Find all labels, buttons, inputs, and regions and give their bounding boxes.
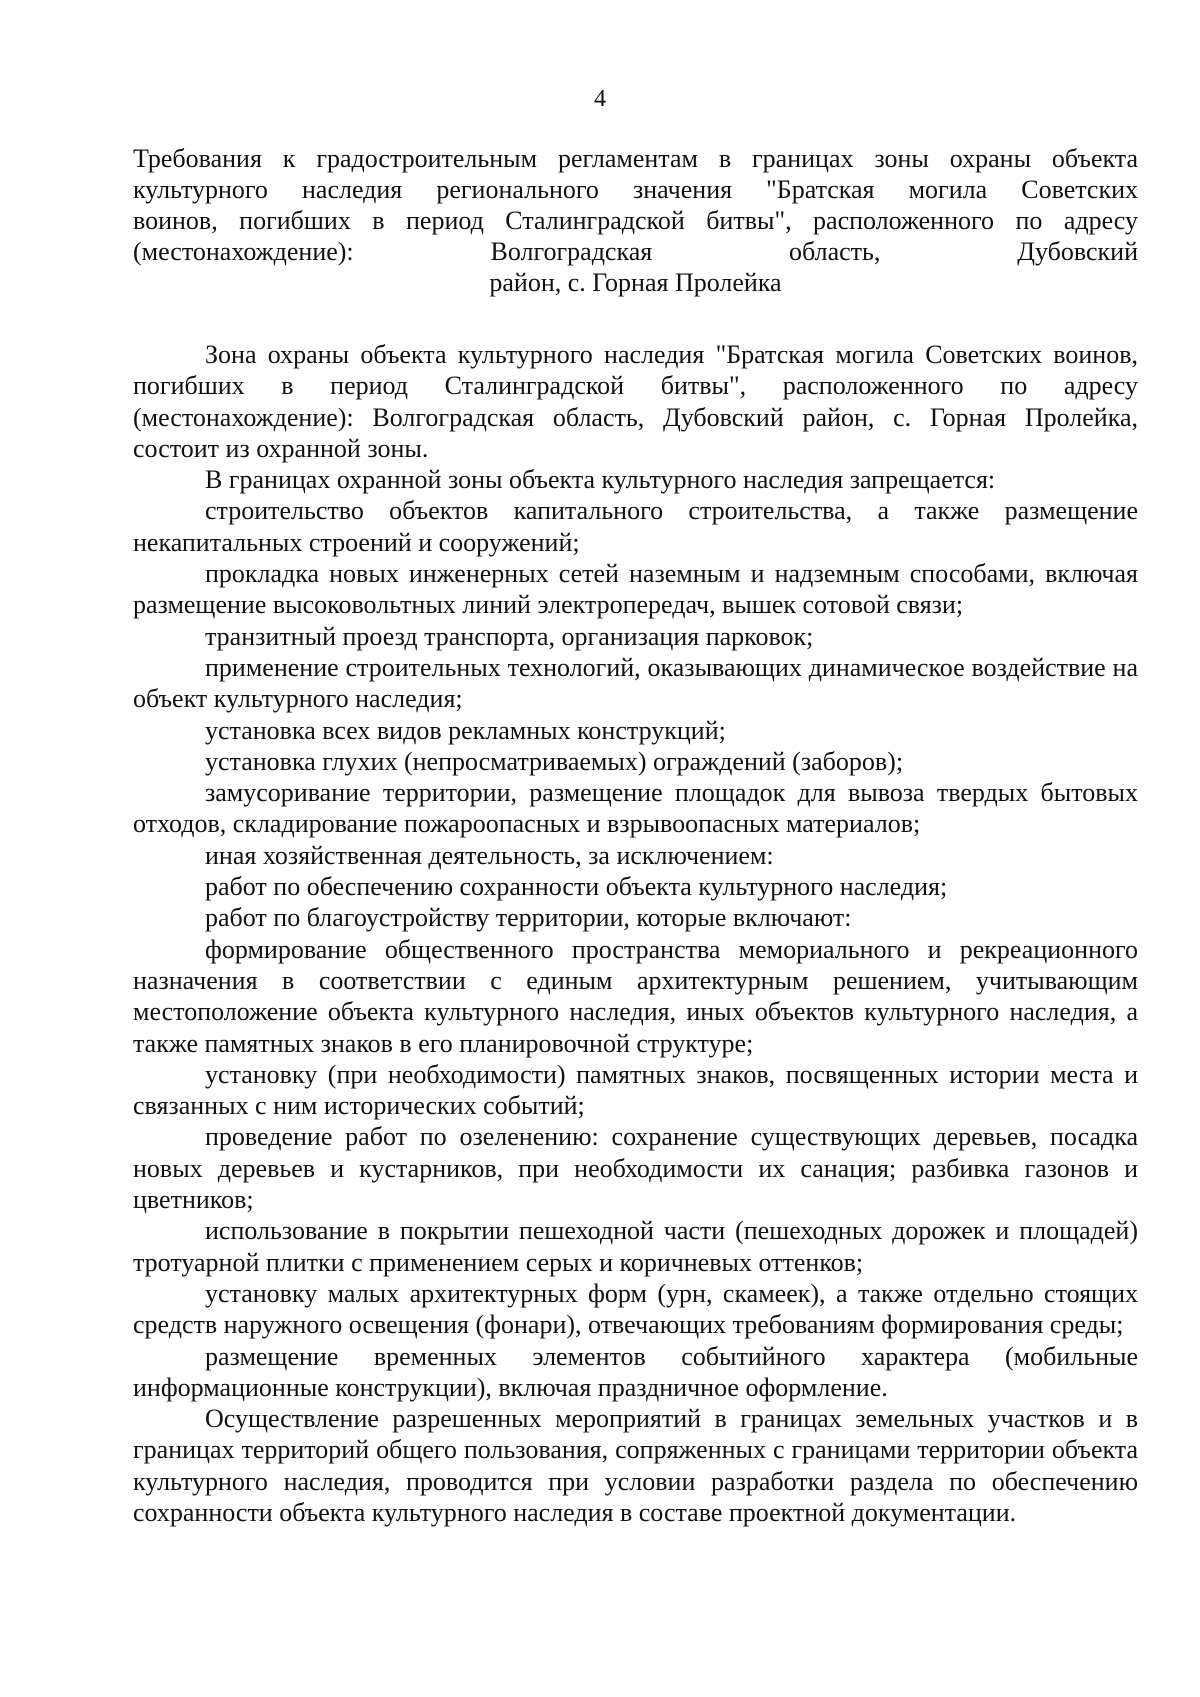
heading-line: район, с. Горная Пролейка (489, 268, 782, 297)
list-item: установка всех видов рекламных конструкций; (205, 715, 726, 745)
heading-line: Требования к градостроительным регламентам в границах зоны охраны объекта (133, 144, 1138, 173)
paragraph: В границах охранной зоны объекта культурного наследия запрещается: (205, 465, 996, 495)
list-item: работ по обеспечению сохранности объекта культурного наследия; (205, 872, 948, 902)
list-item: формирование общественного пространства мемориального и рекреационного назначения в соответствии с единым архитектурным решением, учитывающим местоположение объекта культурного наследия, иных объектов культурного наследия, а также памятных знаков в его планировочной структуре; (133, 934, 1138, 1058)
list-item: использование в покрытии пешеходной части (пешеходных дорожек и площадей) тротуарной плитки с применением серых и коричневых оттенков; (133, 1216, 1138, 1277)
heading-line: (местонахождение): Волгоградская область, Дубовский (133, 237, 1138, 266)
list-item: работ по благоустройству территории, которые включают: (205, 903, 852, 933)
list-item: проведение работ по озеленению: сохранение существующих деревьев, посадка новых деревьев и кустарников, при необходимости их санация; разбивка газонов и цветников; (133, 1122, 1138, 1215)
list-item: прокладка новых инженерных сетей наземным и надземным способами, включая размещение высоковольтных линий электропередач, вышек сотовой связи; (133, 559, 1138, 620)
list-item: замусоривание территории, размещение площадок для вывоза твердых бытовых отходов, складирование пожароопасных и взрывоопасных материалов; (133, 778, 1138, 839)
list-item: установка глухих (непросматриваемых) ограждений (заборов); (205, 746, 904, 776)
list-item: установку (при необходимости) памятных знаков, посвященных истории места и связанных с ним исторических событий; (133, 1059, 1138, 1121)
list-item: размещение временных элементов событийного характера (мобильные информационные конструкции), включая праздничное оформление. (133, 1341, 1138, 1402)
heading-line: культурного наследия регионального значения "Братская могила Советских (133, 175, 1138, 204)
heading-line: воинов, погибших в период Сталинградской битвы", расположенного по адресу (133, 206, 1138, 235)
paragraph: Осуществление разрешенных мероприятий в границах земельных участков и в границах территорий общего пользования, сопряженных с границами территории объекта культурного наследия, проводится при условии разработки раздела по обеспечению сохранности объекта культурного наследия в составе проектной документации. (133, 1404, 1138, 1527)
list-item: иная хозяйственная деятельность, за исключением: (205, 840, 774, 870)
document-body (133, 339, 1138, 1528)
page-number: 4 (594, 86, 606, 112)
list-item: строительство объектов капитального строительства, а также размещение некапитальных строений и сооружений; (133, 496, 1138, 557)
list-item: транзитный проезд транспорта, организация парковок; (205, 621, 814, 651)
list-item: установку малых архитектурных форм (урн, скамеек), а также отдельно стоящих средств наружного освещения (фонари), отвечающих требованиям формирования среды; (133, 1278, 1138, 1340)
list-item: применение строительных технологий, оказывающих динамическое воздействие на объект культурного наследия; (133, 652, 1138, 714)
document-heading (133, 143, 1138, 298)
paragraph: Зона охраны объекта культурного наследия "Братская могила Советских воинов, погибших в период Сталинградской битвы", расположенного по адресу (местонахождение): Волгоградская область, Дубовский район, с. Горная Пролейка, состоит из охранной зоны. (133, 340, 1138, 463)
